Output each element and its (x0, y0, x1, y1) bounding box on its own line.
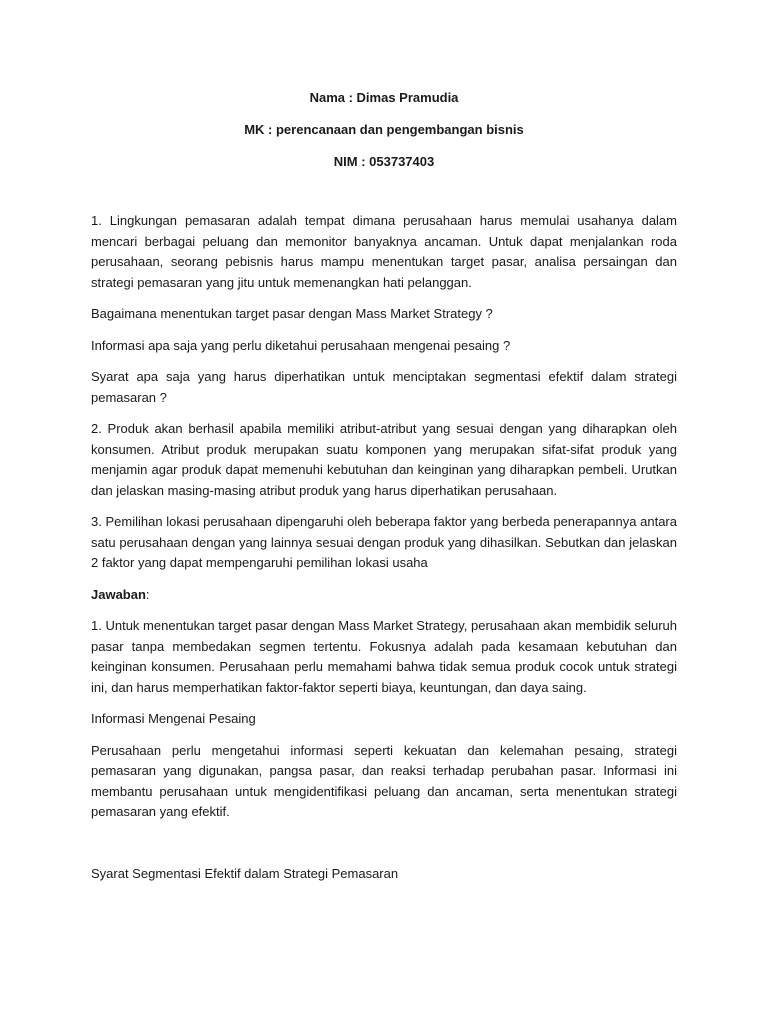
question-1a: Bagaimana menentukan target pasar dengan Mass Market Strategy ? (91, 306, 493, 321)
segmentation-heading: Syarat Segmentasi Efektif dalam Strategi Pemasaran (91, 865, 399, 881)
answer-label: Jawaban (91, 586, 146, 602)
answer-label-colon: : (145, 586, 150, 602)
competitor-info-heading: Informasi Mengenai Pesaing (91, 711, 256, 726)
question-3: 3. Pemilihan lokasi perusahaan dipengaruhi oleh beberapa faktor yang berbeda penerapannya antara satu perusahaan dengan yang lainnya sesuai dengan produk yang dihasilkan. Sebutkan dan jelaskan 2 faktor yang dapat mempengaruhi pemilihan lokasi usaha (91, 514, 677, 570)
question-2: 2. Produk akan berhasil apabila memiliki atribut-atribut yang sesuai dengan yang diharapkan oleh konsumen. Atribut produk merupakan suatu komponen yang merupakan sifat-sifat produk yang menjamin agar produk dapat memenuhi kebutuhan dan keinginan yang diharapkan pembeli. Urutkan dan jelaskan masing-masing atribut produk yang harus diperhatikan perusahaan. (91, 421, 677, 498)
student-nim: NIM : 053737403 (333, 154, 435, 169)
answer-1: 1. Untuk menentukan target pasar dengan Mass Market Strategy, perusahaan akan membidik seluruh pasar tanpa membedakan segmen tertentu. Fokusnya adalah pada kesamaan kebutuhan dan keinginan konsumen. Perusahaan perlu memahami bahwa tidak semua produk cocok untuk strategi ini, dan harus memperhatikan faktor-faktor seperti biaya, keuntungan, dan daya saing. (91, 618, 677, 695)
answer-heading (91, 585, 677, 606)
student-name: Nama : Dimas Pramudia (309, 90, 459, 105)
document-content (91, 88, 677, 895)
header-gap (91, 184, 677, 211)
question-1c: Syarat apa saja yang harus diperhatikan untuk menciptakan segmentasi efektif dalam strategi pemasaran ? (91, 369, 677, 405)
question-1-intro: 1. Lingkungan pemasaran adalah tempat dimana perusahaan harus memulai usahanya dalam mencari berbagai peluang dan memonitor banyaknya ancaman. Untuk dapat menjalankan roda perusahaan, seorang pebisnis harus mampu menentukan target pasar, analisa persaingan dan strategi pemasaran yang jitu untuk memenangkan hati pelanggan. (91, 213, 677, 290)
competitor-info-text: Perusahaan perlu mengetahui informasi seperti kekuatan dan kelemahan pesaing, strategi pemasaran yang digunakan, pangsa pasar, dan reaksi terhadap perubahan pasar. Informasi ini membantu perusahaan untuk mengidentifikasi peluang dan ancaman, serta menentukan strategi pemasaran yang efektif. (91, 742, 677, 819)
question-1b: Informasi apa saja yang perlu diketahui perusahaan mengenai pesaing ? (91, 337, 511, 353)
course-title: MK : perencanaan dan pengembangan bisnis (244, 122, 524, 137)
section-spacer (91, 834, 677, 864)
